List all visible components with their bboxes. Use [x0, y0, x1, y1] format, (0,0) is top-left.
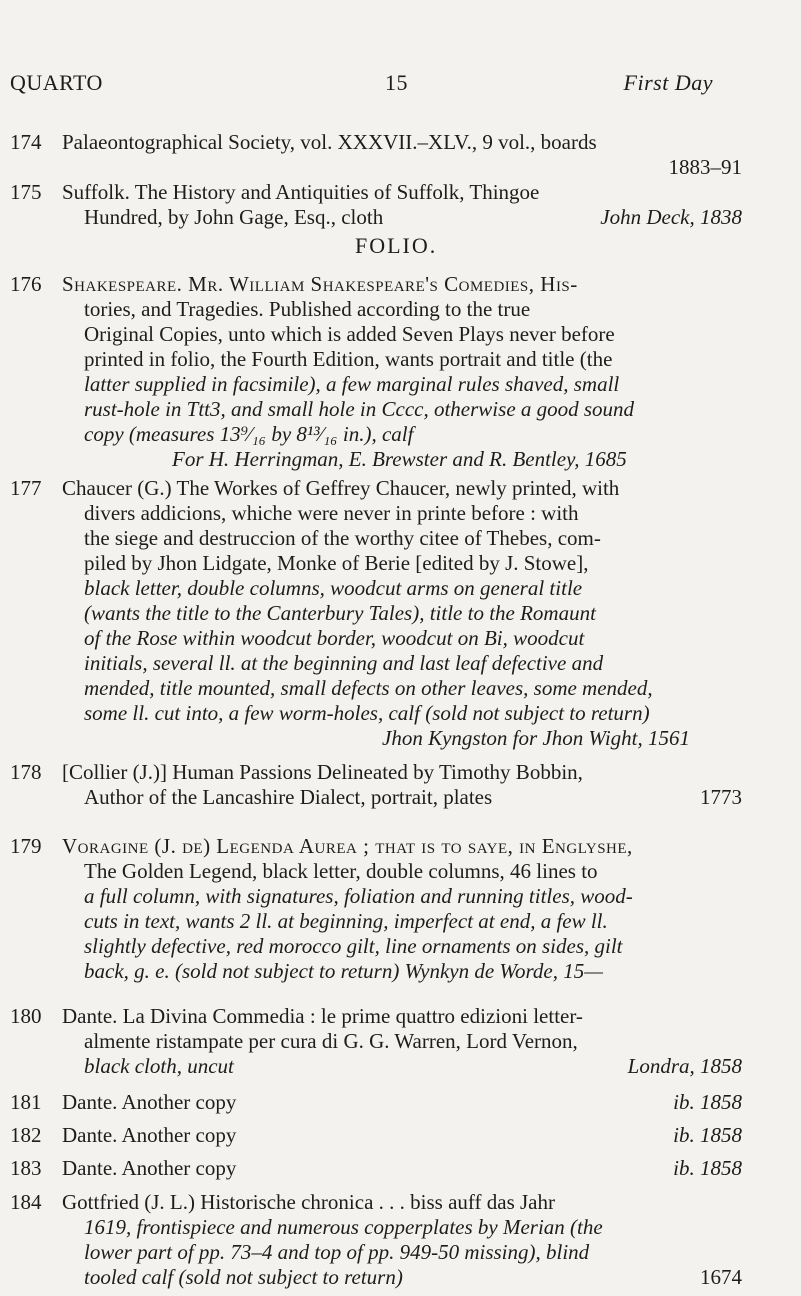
lot-number: 176 — [10, 272, 42, 296]
lot-number: 181 — [10, 1090, 42, 1114]
page-header — [0, 60, 801, 100]
page-number: 15 — [385, 70, 408, 95]
lot-description: Suffolk. The History and Antiquities of Suffolk, Thingoe Hundred, by John Gage, Esq., cloth John Deck, 1838 — [62, 180, 742, 229]
lot-number: 180 — [10, 1004, 42, 1028]
lot-description: Dante. La Divina Commedia : le prime quattro edizioni letter- almente ristampate per cura di G. G. Warren, Lord Vernon, black cloth, uncut Londra, 1858 — [62, 1004, 742, 1078]
lot-number: 179 — [10, 834, 42, 858]
lot-description: [Collier (J.)] Human Passions Delineated by Timothy Bobbin, Author of the Lancashire Dialect, portrait, plates 1773 — [62, 760, 742, 809]
header-day: First Day — [623, 70, 713, 95]
lot-description: Gottfried (J. L.) Historische chronica . . . biss auff das Jahr 1619, frontispiece and numerous copperplates by Merian (the lower part of pp. 73–4 and top of pp. 949-50 missing), blind tooled calf (sold not subject to return) 1674 — [62, 1190, 742, 1289]
header-section: QUARTO — [10, 70, 103, 95]
lot-number: 183 — [10, 1156, 42, 1180]
lot-number: 182 — [10, 1123, 42, 1147]
lot-description: Shakespeare. Mr. William Shakespeare's Comedies, His- tories, and Tragedies. Published according to the true Original Copies, unto which is added Seven Plays never before printed in folio, the Fourth Edition, wants portrait and title (the latter supplied in facsimile), a few marginal rules shaved, small rust-hole in Ttt3, and small hole in Cccc, otherwise a good sound copy (measures 13⁹⁄₁₆ by 8¹³⁄₁₆ in.), calf For H. Herringman, E. Brewster and R. Bentley, 1685 — [62, 272, 635, 471]
lot-description: Voragine (J. de) Legenda Aurea ; that is to saye, in Englyshe, The Golden Legend, black letter, double columns, 46 lines to a full column, with signatures, foliation and running titles, wood- cuts in text, wants 2 ll. at beginning, imperfect at end, a few ll. slightly defective, red morocco gilt, line ornaments on sides, gilt back, g. e. (sold not subject to return) Wynkyn de Worde, 15— — [62, 834, 633, 983]
lot-description: Dante. Another copy ib. 1858 — [62, 1123, 742, 1147]
lot-number: 184 — [10, 1190, 42, 1214]
lot-number: 174 — [10, 130, 42, 154]
lot-number: 175 — [10, 180, 42, 204]
lot-description: Chaucer (G.) The Workes of Geffrey Chaucer, newly printed, with divers addicions, whiche were never in printe before : with the siege and destruccion of the worthy citee of Thebes, com- piled by Jhon Lidgate, Monke of Berie [edited by J. Stowe], black letter, double columns, woodcut arms on general title (wants the title to the Canterbury Tales), title to the Romaunt of the Rose within woodcut border, woodcut on Bi, woodcut initials, several ll. at the beginning and last leaf defective and mended, title mounted, small defects on other leaves, some mended, some ll. cut into, a few worm-holes, calf (sold not subject to return) Jhon Kyngston for Jhon Wight, 1561 — [62, 476, 690, 750]
lot-description: Dante. Another copy ib. 1858 — [62, 1090, 742, 1114]
lot-number: 178 — [10, 760, 42, 784]
section-heading: FOLIO. — [355, 233, 438, 258]
lot-description: Palaeontographical Society, vol. XXXVII.–XLV., 9 vol., boards 1883–91 — [62, 130, 742, 179]
lot-number: 177 — [10, 476, 42, 500]
lot-description: Dante. Another copy ib. 1858 — [62, 1156, 742, 1180]
